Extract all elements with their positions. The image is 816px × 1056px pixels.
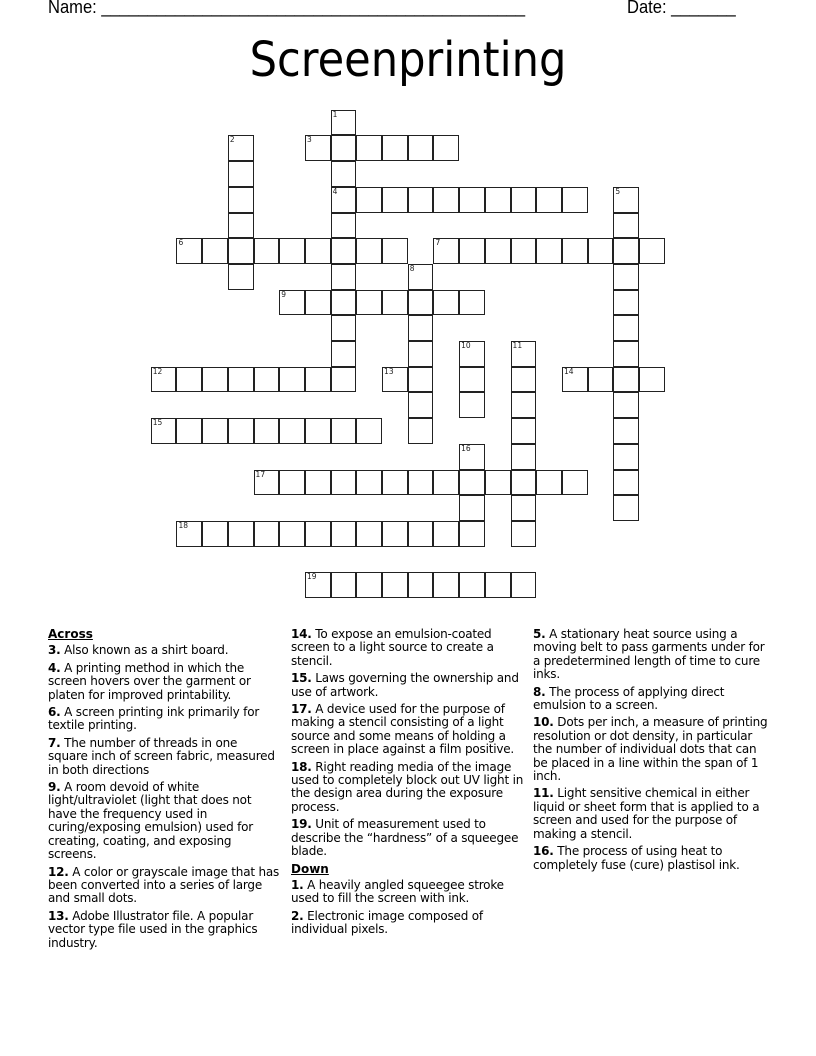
- crossword-cell[interactable]: [588, 238, 614, 264]
- crossword-cell[interactable]: [331, 135, 357, 161]
- clue-text: Unit of measurement used to describe the “hardness” of a squeegee blade.: [291, 817, 519, 859]
- clue-down-8: [533, 686, 773, 713]
- crossword-cell[interactable]: [459, 392, 485, 418]
- crossword-cell[interactable]: [511, 495, 537, 521]
- clue-text: A room devoid of white light/ultraviolet (light that does not have the frequency used in curing/exposing emulsion) used for creating, coating, and exposing screens.: [48, 780, 254, 862]
- crossword-cell[interactable]: [433, 521, 459, 547]
- cell-number: 18: [178, 520, 188, 530]
- clue-text: Also known as a shirt board.: [64, 643, 229, 658]
- crossword-cell[interactable]: [331, 521, 357, 547]
- crossword-cell[interactable]: [511, 238, 537, 264]
- clue-across-3: [48, 644, 280, 657]
- crossword-cell[interactable]: [408, 315, 434, 341]
- crossword-cell[interactable]: [613, 341, 639, 367]
- crossword-cell[interactable]: [228, 135, 254, 161]
- crossword-cell[interactable]: [382, 521, 408, 547]
- clue-number: 17.: [291, 702, 312, 717]
- crossword-cell[interactable]: [613, 290, 639, 316]
- clue-across-13: [48, 910, 280, 950]
- crossword-cell[interactable]: [331, 572, 357, 598]
- clue-text: A device used for the purpose of making a stencil consisting of a light source and some means of holding a screen in place against a film positive.: [291, 702, 515, 757]
- crossword-cell[interactable]: [305, 238, 331, 264]
- crossword-cell[interactable]: [433, 572, 459, 598]
- cell-number: 3: [306, 135, 312, 145]
- cell-number: 5: [615, 186, 621, 196]
- clue-number: 11.: [533, 786, 554, 801]
- crossword-cell[interactable]: [408, 392, 434, 418]
- clue-number: 16.: [533, 844, 554, 859]
- clue-text: A stationary heat source using a moving belt to pass garments under for a predetermined length of time to cure inks.: [533, 627, 765, 682]
- crossword-cell[interactable]: [151, 367, 177, 393]
- crossword-cell[interactable]: [511, 418, 537, 444]
- crossword-cell[interactable]: [485, 238, 511, 264]
- crossword-cell[interactable]: [433, 470, 459, 496]
- clue-number: 9.: [48, 780, 61, 795]
- crossword-cell[interactable]: [254, 470, 280, 496]
- crossword-cell[interactable]: [433, 290, 459, 316]
- clue-text: Right reading media of the image used to completely block out UV light in the design area during the exposure process.: [291, 759, 524, 814]
- crossword-cell[interactable]: [382, 135, 408, 161]
- crossword-cell[interactable]: [459, 367, 485, 393]
- crossword-cell[interactable]: [228, 161, 254, 187]
- crossword-cell[interactable]: [459, 341, 485, 367]
- crossword-cell[interactable]: [382, 367, 408, 393]
- clue-number: 2.: [291, 908, 304, 923]
- crossword-cell[interactable]: [588, 367, 614, 393]
- cell-number: 14: [563, 366, 574, 376]
- crossword-cell[interactable]: [613, 470, 639, 496]
- crossword-cell[interactable]: [279, 367, 305, 393]
- crossword-cell[interactable]: [382, 238, 408, 264]
- crossword-cell[interactable]: [613, 238, 639, 264]
- crossword-cell[interactable]: [305, 290, 331, 316]
- crossword-cell[interactable]: [408, 470, 434, 496]
- crossword-cell[interactable]: [202, 238, 228, 264]
- crossword-cell[interactable]: [228, 213, 254, 239]
- crossword-cell[interactable]: [279, 470, 305, 496]
- crossword-cell[interactable]: [511, 521, 537, 547]
- crossword-cell[interactable]: [331, 470, 357, 496]
- clue-text: The process of applying direct emulsion to a screen.: [533, 684, 725, 713]
- crossword-cell[interactable]: [433, 187, 459, 213]
- clue-number: 14.: [291, 627, 312, 641]
- cell-number: 2: [229, 135, 235, 145]
- crossword-cell[interactable]: [305, 521, 331, 547]
- crossword-cell[interactable]: [279, 290, 305, 316]
- clue-down-16: [533, 845, 773, 872]
- clue-down-5: [533, 628, 773, 682]
- crossword-cell[interactable]: [485, 187, 511, 213]
- crossword-cell[interactable]: [536, 238, 562, 264]
- clue-text: Laws governing the ownership and use of artwork.: [291, 671, 519, 699]
- clue-text: The number of threads in one square inch of screen fabric, measured in both directions: [48, 735, 275, 777]
- crossword-cell[interactable]: [202, 418, 228, 444]
- crossword-cell[interactable]: [408, 290, 434, 316]
- cell-number: 15: [152, 418, 163, 428]
- crossword-cell[interactable]: [279, 521, 305, 547]
- crossword-cell[interactable]: [459, 290, 485, 316]
- crossword-cell[interactable]: [356, 135, 382, 161]
- name-field-label: Name: ______________________________________________: [48, 0, 526, 17]
- cell-number: 10: [461, 341, 471, 351]
- crossword-cell[interactable]: [459, 572, 485, 598]
- crossword-cell[interactable]: [356, 290, 382, 316]
- crossword-cell[interactable]: [562, 470, 588, 496]
- crossword-cell[interactable]: [356, 238, 382, 264]
- clue-across-6: [48, 706, 280, 733]
- crossword-cell[interactable]: [408, 341, 434, 367]
- crossword-cell[interactable]: [639, 367, 665, 393]
- crossword-cell[interactable]: [228, 367, 254, 393]
- clue-across-17: [291, 703, 529, 757]
- crossword-cell[interactable]: [511, 444, 537, 470]
- cell-number: 7: [435, 238, 441, 248]
- clue-down-11: [533, 787, 773, 841]
- crossword-cell[interactable]: [485, 572, 511, 598]
- crossword-cell[interactable]: [331, 315, 357, 341]
- crossword-cell[interactable]: [305, 418, 331, 444]
- crossword-cell[interactable]: [613, 315, 639, 341]
- crossword-cell[interactable]: [331, 264, 357, 290]
- crossword-cell[interactable]: [613, 495, 639, 521]
- crossword-cell[interactable]: [228, 187, 254, 213]
- clue-text: A heavily angled squeegee stroke used to fill the screen with ink.: [291, 877, 504, 906]
- crossword-cell[interactable]: [613, 392, 639, 418]
- clue-number: 5.: [533, 627, 546, 641]
- crossword-cell[interactable]: [331, 213, 357, 239]
- clue-text: A color or grayscale image that has been converted into a series of large and small dots.: [48, 864, 280, 906]
- clue-number: 10.: [533, 715, 554, 730]
- crossword-cell[interactable]: [408, 187, 434, 213]
- cell-number: 16: [461, 443, 471, 453]
- crossword-cell[interactable]: [305, 367, 331, 393]
- cell-number: 8: [409, 263, 415, 273]
- crossword-cell[interactable]: [331, 187, 357, 213]
- cell-number: 17: [255, 469, 266, 479]
- down-heading: Down: [291, 861, 329, 876]
- crossword-cell[interactable]: [433, 135, 459, 161]
- clue-across-4: [48, 662, 280, 702]
- crossword-cell[interactable]: [202, 521, 228, 547]
- crossword-cell[interactable]: [356, 418, 382, 444]
- crossword-cell[interactable]: [613, 187, 639, 213]
- cell-number: 13: [384, 366, 394, 376]
- crossword-cell[interactable]: [254, 418, 280, 444]
- clue-number: 13.: [48, 908, 69, 923]
- clue-across-15: [291, 672, 529, 699]
- date-field-label: Date: _______: [627, 0, 736, 17]
- crossword-cell[interactable]: [305, 572, 331, 598]
- crossword-cell[interactable]: [228, 238, 254, 264]
- crossword-cell[interactable]: [356, 572, 382, 598]
- cell-number: 4: [332, 186, 338, 196]
- clue-across-7: [48, 737, 280, 777]
- clue-down-10: [533, 716, 773, 783]
- crossword-cell[interactable]: [331, 290, 357, 316]
- clue-text: To expose an emulsion-coated screen to a light source to create a stencil.: [291, 627, 494, 668]
- crossword-cell[interactable]: [382, 572, 408, 598]
- crossword-cell[interactable]: [176, 521, 202, 547]
- clues-column-2: [291, 628, 529, 941]
- clue-number: 7.: [48, 735, 61, 750]
- crossword-cell[interactable]: [305, 470, 331, 496]
- clue-number: 3.: [48, 643, 61, 658]
- crossword-cell[interactable]: [485, 470, 511, 496]
- crossword-cell[interactable]: [511, 341, 537, 367]
- crossword-cell[interactable]: [176, 418, 202, 444]
- clue-text: A printing method in which the screen hovers over the garment or platen for improved printability.: [48, 660, 251, 702]
- clues-column-3: [533, 628, 773, 876]
- crossword-cell[interactable]: [613, 367, 639, 393]
- clue-text: A screen printing ink primarily for textile printing.: [48, 705, 260, 733]
- crossword-cell[interactable]: [613, 444, 639, 470]
- crossword-cell[interactable]: [408, 367, 434, 393]
- clue-number: 4.: [48, 660, 61, 675]
- clue-across-18: [291, 761, 529, 815]
- crossword-cell[interactable]: [408, 264, 434, 290]
- crossword-cell[interactable]: [151, 418, 177, 444]
- crossword-cell[interactable]: [459, 521, 485, 547]
- crossword-cell[interactable]: [382, 290, 408, 316]
- cell-number: 9: [281, 289, 287, 299]
- cell-number: 12: [152, 366, 163, 376]
- crossword-cell[interactable]: [176, 238, 202, 264]
- clue-text: Adobe Illustrator file. A popular vector type file used in the graphics industry.: [48, 908, 258, 950]
- clue-across-14: [291, 628, 529, 668]
- crossword-cell[interactable]: [382, 470, 408, 496]
- puzzle-title: Screenprinting: [249, 32, 567, 88]
- crossword-cell[interactable]: [202, 367, 228, 393]
- crossword-cell[interactable]: [382, 187, 408, 213]
- crossword-cell[interactable]: [459, 444, 485, 470]
- crossword-cell[interactable]: [356, 470, 382, 496]
- crossword-cell[interactable]: [331, 341, 357, 367]
- clue-across-19: [291, 818, 529, 858]
- crossword-cell[interactable]: [613, 264, 639, 290]
- clue-text: Dots per inch, a measure of printing resolution or dot density, in particular the number of individual dots that can be placed in a line within the span of 1 inch.: [533, 715, 768, 784]
- crossword-cell[interactable]: [536, 470, 562, 496]
- crossword-cell[interactable]: [176, 367, 202, 393]
- across-heading: Across: [48, 627, 93, 641]
- crossword-cell[interactable]: [331, 110, 357, 136]
- clue-number: 6.: [48, 705, 61, 720]
- clue-text: Electronic image composed of individual pixels.: [291, 908, 483, 937]
- clue-text: The process of using heat to completely fuse (cure) plastisol ink.: [533, 844, 740, 872]
- crossword-cell[interactable]: [511, 572, 537, 598]
- crossword-cell[interactable]: [331, 161, 357, 187]
- crossword-cell[interactable]: [254, 367, 280, 393]
- crossword-cell[interactable]: [511, 470, 537, 496]
- crossword-cell[interactable]: [228, 264, 254, 290]
- crossword-cell[interactable]: [331, 418, 357, 444]
- clue-text: Light sensitive chemical in either liquid or sheet form that is applied to a screen and used for the purpose of making a stencil.: [533, 786, 760, 841]
- clue-number: 18.: [291, 759, 312, 774]
- clue-down-1: [291, 879, 529, 906]
- clue-across-9: [48, 781, 280, 861]
- clue-number: 12.: [48, 864, 69, 879]
- crossword-cell[interactable]: [408, 572, 434, 598]
- crossword-cell[interactable]: [228, 418, 254, 444]
- crossword-cell[interactable]: [536, 187, 562, 213]
- crossword-cell[interactable]: [356, 521, 382, 547]
- crossword-cell[interactable]: [639, 238, 665, 264]
- cell-number: 19: [306, 572, 317, 582]
- crossword-cell[interactable]: [433, 238, 459, 264]
- crossword-cell[interactable]: [331, 367, 357, 393]
- crossword-cell[interactable]: [562, 367, 588, 393]
- crossword-cell[interactable]: [408, 521, 434, 547]
- crossword-cell[interactable]: [356, 187, 382, 213]
- clue-across-12: [48, 866, 280, 906]
- crossword-cell[interactable]: [459, 187, 485, 213]
- crossword-cell[interactable]: [408, 135, 434, 161]
- crossword-cell[interactable]: [562, 238, 588, 264]
- crossword-cell[interactable]: [408, 418, 434, 444]
- cell-number: 1: [332, 109, 338, 119]
- crossword-cell[interactable]: [613, 418, 639, 444]
- cell-number: 11: [512, 341, 523, 351]
- crossword-cell[interactable]: [279, 418, 305, 444]
- crossword-cell[interactable]: [459, 470, 485, 496]
- crossword-cell[interactable]: [254, 521, 280, 547]
- crossword-cell[interactable]: [511, 392, 537, 418]
- clue-number: 15.: [291, 671, 312, 686]
- crossword-cell[interactable]: [254, 238, 280, 264]
- crossword-cell[interactable]: [511, 367, 537, 393]
- crossword-cell[interactable]: [279, 238, 305, 264]
- crossword-cell[interactable]: [331, 238, 357, 264]
- crossword-cell[interactable]: [228, 521, 254, 547]
- crossword-cell[interactable]: [613, 213, 639, 239]
- clue-number: 8.: [533, 684, 546, 699]
- cell-number: 6: [178, 238, 184, 248]
- clue-number: 19.: [291, 817, 312, 832]
- crossword-cell[interactable]: [562, 187, 588, 213]
- crossword-cell[interactable]: [459, 238, 485, 264]
- clues-column-1: [48, 628, 280, 954]
- clue-number: 1.: [291, 877, 304, 892]
- crossword-cell[interactable]: [305, 135, 331, 161]
- clue-down-2: [291, 910, 529, 937]
- crossword-cell[interactable]: [459, 495, 485, 521]
- crossword-cell[interactable]: [511, 187, 537, 213]
